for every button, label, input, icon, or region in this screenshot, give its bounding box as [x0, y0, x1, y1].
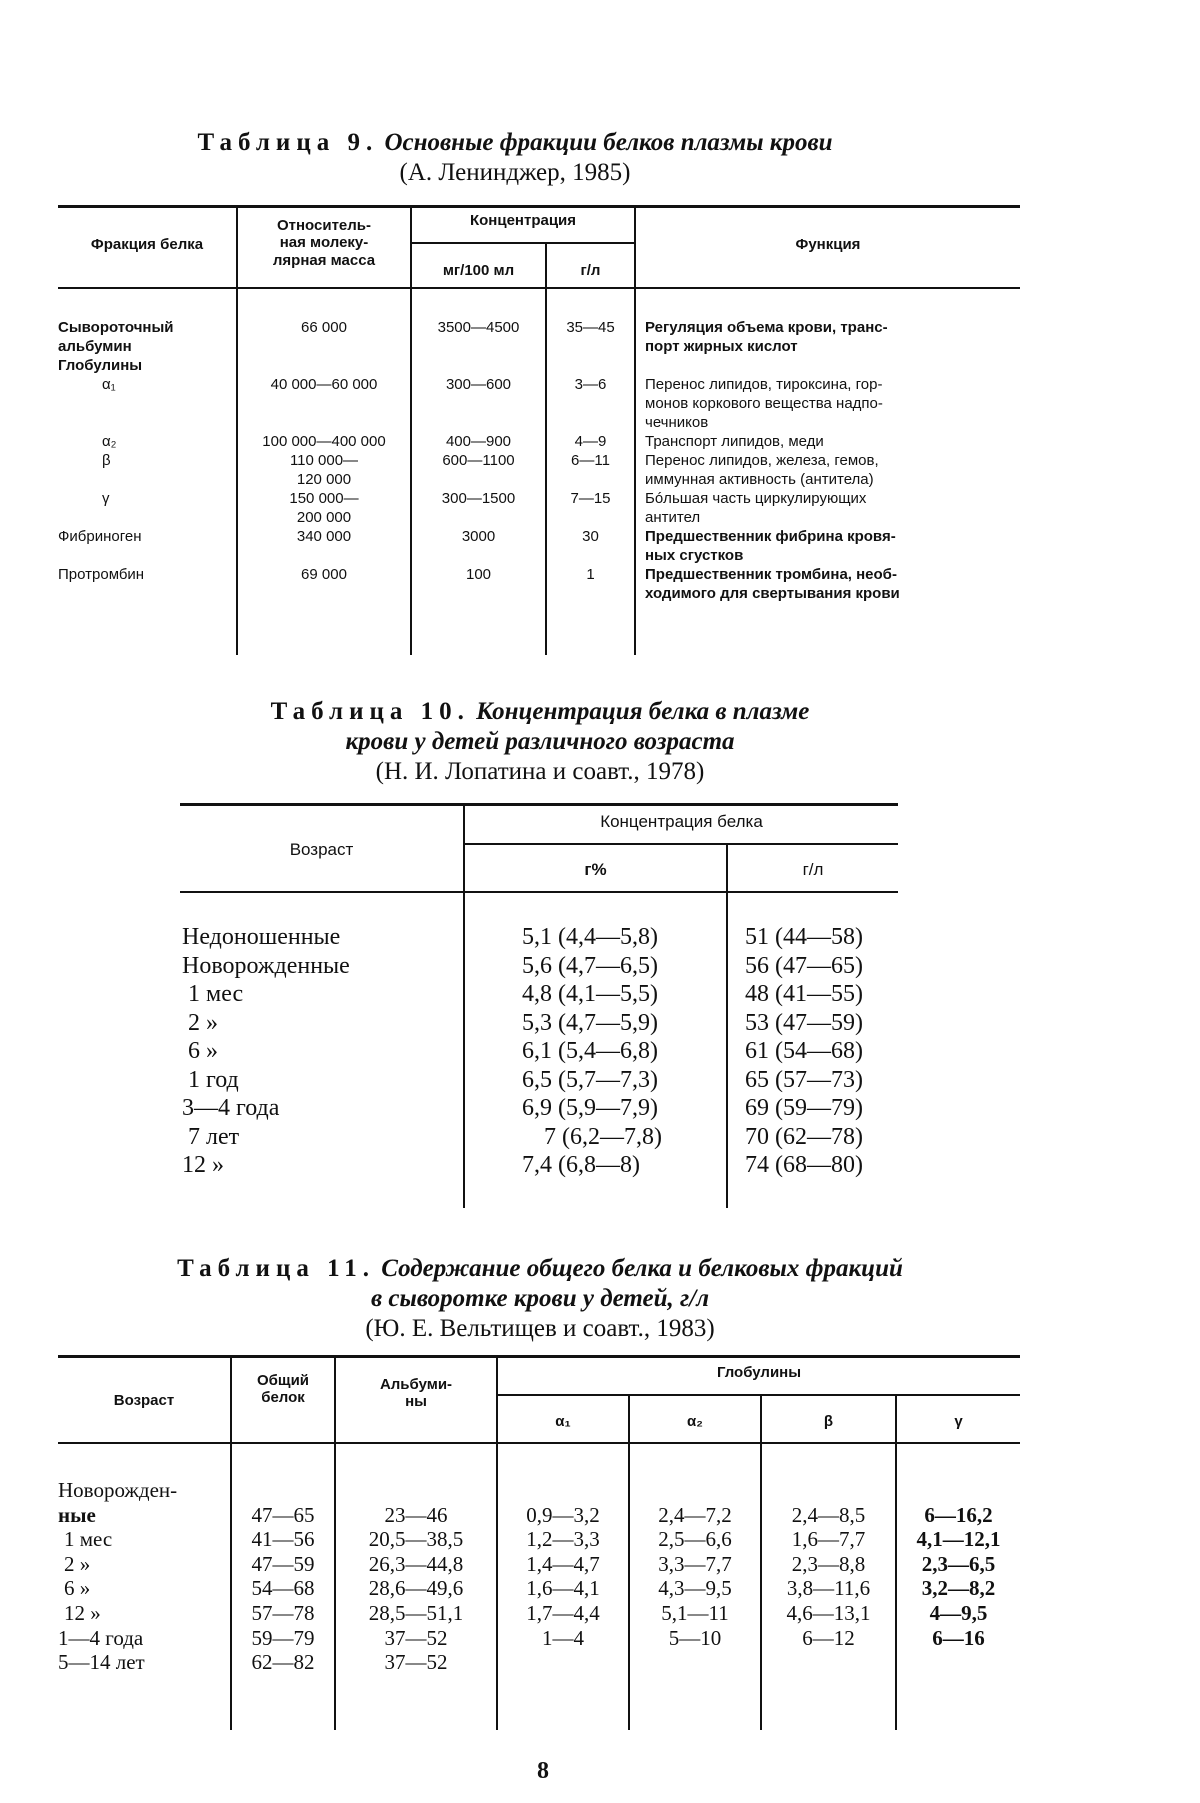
table11-g-column	[897, 1478, 1020, 1675]
table9-mg-line	[412, 394, 545, 413]
table10-gpct-line: 7 (6,2—7,8)	[544, 1123, 662, 1150]
table9-fraction-line: γ	[102, 490, 110, 507]
table10-gl-column	[745, 923, 898, 1180]
table11-header-total: Общий белок	[256, 1372, 310, 1407]
table11-caption-title: Содержание общего белка и белковых фракций	[381, 1255, 903, 1282]
table9-function-line: Перенос липидов, железа, гемов,	[645, 452, 879, 469]
table9-gl-line	[547, 356, 634, 375]
table9-vline	[634, 207, 636, 655]
table9-function-column	[645, 318, 1023, 603]
table11-a2-line: 5,1—11	[661, 1600, 729, 1625]
table11-caption-title: в сыворотке крови у детей, г/л	[370, 1285, 710, 1312]
table9-fraction-line: α₁	[102, 376, 116, 393]
table9-fraction-line: Сывороточный	[58, 319, 174, 336]
table11-g-line: 3,2—8,2	[921, 1576, 996, 1601]
table11-a1-line: 1,4—4,7	[526, 1551, 600, 1576]
table10-caption	[170, 697, 910, 787]
table11-albumin-line: 37—52	[384, 1650, 448, 1675]
table10-age-line: Недоношенные	[182, 924, 341, 950]
table10-caption-title: Концентрация белка в плазме	[476, 698, 810, 725]
table9-function-line: Регуляция объема крови, транс-	[645, 319, 888, 336]
table11-albumin-line: 23—46	[384, 1502, 448, 1527]
table10-gl-line: 51 (44—58)	[745, 924, 863, 950]
table10-gpct-line: 6,9 (5,9—7,9)	[522, 1095, 658, 1121]
table10-header-gl: г/л	[802, 860, 824, 879]
table10-vline	[726, 845, 728, 1208]
table9-mass-line	[238, 356, 410, 375]
table11-albumin-line: 26,3—44,8	[368, 1551, 464, 1576]
table9-function-line: Перенос липидов, тироксина, гор-	[645, 376, 883, 393]
table10-gl-line: 74 (68—80)	[745, 1152, 863, 1178]
table9-mg-line	[412, 470, 545, 489]
table11-total-line: 41—56	[251, 1527, 315, 1552]
table11-age-line: Новорожден-	[58, 1478, 178, 1502]
table9-gl-line	[547, 546, 634, 565]
table9-gl-line	[547, 394, 634, 413]
table11-a1-line	[498, 1478, 628, 1503]
table11-b-line: 6—12	[802, 1625, 855, 1650]
table11-a1-line: 1,6—4,1	[526, 1576, 600, 1601]
table11-caption-source: (Ю. Е. Вельтищев и соавт., 1983)	[365, 1315, 715, 1342]
table9-mass-line	[238, 394, 410, 413]
table11-b-line: 2,3—8,8	[791, 1551, 866, 1576]
table10-age-line: 3—4 года	[182, 1095, 280, 1121]
table9-mass-line: 110 000—	[289, 452, 359, 469]
table9-mass-line: 69 000	[301, 566, 347, 583]
table9-function-line: Транспорт липидов, меди	[645, 433, 824, 450]
table11-total-line: 62—82	[251, 1650, 315, 1675]
table11-albumin-column	[336, 1478, 496, 1675]
table11-b-line: 4,6—13,1	[786, 1600, 871, 1625]
table11-albumin-line	[336, 1478, 496, 1503]
table11-albumin-line: 20,5—38,5	[368, 1527, 464, 1552]
table9-gl-line: 6—11	[571, 452, 610, 469]
table9-gl-line: 3—6	[574, 376, 607, 393]
table9-header-mg100: мг/100 мл	[442, 262, 515, 279]
table9-gl-line	[547, 413, 634, 432]
table11-header-rule	[58, 1442, 1020, 1444]
table9-gl-line: 7—15	[570, 490, 611, 507]
table11-b-line	[762, 1650, 895, 1675]
table10-age-line: 2 »	[188, 1009, 218, 1036]
table9-function-line	[645, 356, 1023, 375]
table9-function-line: монов коркового вещества надпо-	[645, 395, 883, 412]
table9-mg-line	[412, 508, 545, 527]
table11-header-g: γ	[954, 1413, 963, 1430]
table9-fraction-line	[58, 508, 234, 527]
table9-mass-line	[238, 546, 410, 565]
table9-mass-line: 340 000	[296, 528, 352, 545]
table9-mass-line: 200 000	[296, 509, 352, 526]
table11-a2-line: 4,3—9,5	[658, 1576, 732, 1601]
table9-gl-line: 1	[586, 566, 595, 583]
table11-caption-word: Таблица 11.	[177, 1255, 375, 1282]
table10-gpct-line: 5,6 (4,7—6,5)	[522, 952, 658, 979]
table10-caption-title: крови у детей различного возраста	[345, 728, 735, 755]
table9-mg-line	[412, 337, 545, 356]
table11-age-line: 1 мес	[64, 1527, 113, 1552]
table10-gl-line: 61 (54—68)	[745, 1038, 863, 1064]
table9-header-function: Функция	[795, 236, 861, 253]
table9-mg-line	[412, 546, 545, 565]
table10-concentration-rule	[465, 843, 898, 845]
table11-header-age: Возраст	[113, 1392, 175, 1409]
table10-age-line: 1 год	[188, 1066, 239, 1093]
table9-function-line: ных сгустков	[645, 547, 744, 564]
table11-g-line: 6—16,2	[924, 1502, 993, 1527]
table9-mass-line	[238, 413, 410, 432]
table9-fraction-line	[58, 470, 234, 489]
table10-gpct-line: 7,4 (6,8—8)	[522, 1152, 640, 1178]
table9-mg-line: 300—1500	[441, 490, 516, 507]
table9-fraction-line: Глобулины	[58, 357, 143, 374]
table9-function-line: Предшественник фибрина кровя-	[645, 528, 896, 545]
table9-mg-line: 100	[465, 566, 492, 583]
table11-age-line: 2 »	[64, 1551, 91, 1576]
table9-mg-line: 3500—4500	[437, 319, 520, 336]
table9-header-gl: г/л	[580, 262, 601, 279]
table9-mg-line: 3000	[461, 528, 496, 545]
table9-mg-line: 600—1100	[442, 452, 515, 469]
table11-header-a1: α₁	[555, 1413, 571, 1430]
table10-top-rule	[180, 803, 898, 806]
table10-gpct-line: 5,3 (4,7—5,9)	[522, 1009, 658, 1036]
table11-a2-line: 5—10	[668, 1625, 722, 1650]
table11-age-line: ные	[58, 1502, 96, 1527]
table11-albumin-line: 28,5—51,1	[368, 1600, 464, 1625]
table9-mg-line	[412, 413, 545, 432]
table11-header-globulins: Глобулины	[716, 1364, 802, 1381]
table11-g-line: 6—16	[932, 1625, 985, 1650]
table11-total-line	[232, 1478, 334, 1503]
table10-age-line: 12 »	[182, 1152, 224, 1178]
table11-total-line: 47—65	[251, 1502, 315, 1527]
table10-age-line: 6 »	[188, 1038, 218, 1064]
table11-total-line: 59—79	[251, 1625, 315, 1650]
table11-a2-line: 2,5—6,6	[658, 1527, 732, 1552]
table9-mg-line	[412, 356, 545, 375]
table10-gl-line: 48 (41—55)	[745, 981, 863, 1007]
table11-b-line: 3,8—11,6	[786, 1576, 871, 1601]
table11-age-line: 5—14 лет	[58, 1650, 145, 1675]
table10-header-rule	[180, 891, 898, 893]
table11-a1-line	[498, 1650, 628, 1675]
table9-mass-line	[238, 337, 410, 356]
table9-function-line: ходимого для свертывания крови	[645, 585, 900, 602]
table11-a1-column	[498, 1478, 628, 1675]
table9-function-line: иммунная активность (антитела)	[645, 471, 874, 488]
table9-function-line: Бóльшая часть циркулирующих	[645, 490, 867, 507]
table11-total-column	[232, 1478, 334, 1675]
table9-fraction-line	[58, 413, 234, 432]
table11-a1-line: 1,7—4,4	[526, 1600, 600, 1625]
table9-header-fraction: Фракция белка	[90, 236, 204, 253]
table9-mass-line: 100 000—400 000	[262, 433, 386, 450]
table9-gl-line	[547, 470, 634, 489]
table9-gl-line: 35—45	[566, 319, 615, 336]
table9-fraction-line	[58, 394, 234, 413]
table9-header-concentration: Концентрация	[469, 212, 577, 229]
table9-mass-line: 66 000	[301, 319, 347, 336]
table11-a2-line: 2,4—7,2	[658, 1502, 732, 1527]
table9-mg-column	[412, 318, 545, 584]
table9-gl-line: 4—9	[574, 433, 607, 450]
table10-header-gpct: г%	[584, 860, 607, 879]
table9-fraction-line	[58, 546, 234, 565]
table9-gl-line	[547, 508, 634, 527]
table9-gl-column	[547, 318, 634, 584]
table9-fraction-line: Протромбин	[58, 566, 145, 583]
table11-age-column	[58, 1478, 230, 1675]
table11-header-albumin: Альбуми- ны	[379, 1376, 453, 1411]
table10-gl-line: 65 (57—73)	[745, 1066, 863, 1093]
table10-age-column	[182, 923, 462, 1180]
table11-b-column	[762, 1478, 895, 1675]
table10-age-line: 7 лет	[188, 1123, 240, 1150]
table9-concentration-rule	[412, 242, 635, 244]
table11-b-line	[762, 1478, 895, 1503]
table11-a2-line	[630, 1478, 760, 1503]
table11-a1-line: 1,2—3,3	[526, 1527, 600, 1552]
table10-age-line: Новорожденные	[182, 952, 350, 979]
table10-gl-line: 56 (47—65)	[745, 952, 863, 979]
table10-caption-word: Таблица 10.	[270, 698, 470, 725]
table11-g-line: 4—9,5	[929, 1600, 988, 1625]
table10-gl-line: 70 (62—78)	[745, 1123, 863, 1150]
table10-header-age: Возраст	[289, 840, 354, 859]
table9-mass-line: 120 000	[296, 471, 352, 488]
table9-caption-title: Основные фракции белков плазмы крови	[384, 129, 833, 156]
table10-caption-source: (Н. И. Лопатина и соавт., 1978)	[375, 758, 705, 785]
table9-fraction-line: α₂	[102, 433, 117, 450]
table11-g-line	[897, 1478, 1020, 1503]
table10-gpct-line: 6,5 (5,7—7,3)	[522, 1066, 658, 1093]
table11-age-line: 12 »	[64, 1600, 101, 1625]
table9-mass-column	[238, 318, 410, 584]
table9-caption	[100, 128, 930, 188]
table11-header-b: β	[823, 1413, 834, 1430]
table11-g-line: 4,1—12,1	[916, 1527, 1001, 1552]
table9-function-line: Предшественник тромбина, необ-	[645, 566, 897, 583]
table9-function-line: чечников	[645, 414, 709, 431]
table11-b-line: 1,6—7,7	[791, 1527, 866, 1552]
table11-a2-line: 3,3—7,7	[658, 1551, 732, 1576]
table10-gl-line: 53 (47—59)	[745, 1009, 863, 1036]
table9-caption-word: Таблица 9.	[197, 129, 379, 156]
table11-total-line: 47—59	[251, 1551, 315, 1576]
table11-albumin-line: 28,6—49,6	[368, 1576, 464, 1601]
table9-function-line: антител	[645, 509, 701, 526]
table9-caption-source: (А. Ленинджер, 1985)	[399, 159, 631, 186]
table11-age-line: 6 »	[64, 1576, 91, 1601]
table11-a2-column	[630, 1478, 760, 1675]
table11-a2-line	[630, 1650, 760, 1675]
table11-a1-line: 0,9—3,2	[526, 1502, 600, 1527]
table11-top-rule	[58, 1355, 1020, 1358]
table10-gl-line: 69 (59—79)	[745, 1095, 863, 1121]
table9-top-rule	[58, 205, 1020, 208]
table10-gpct-line: 6,1 (5,4—6,8)	[522, 1038, 658, 1064]
table10-age-line: 1 мес	[188, 981, 244, 1007]
table9-gl-line	[547, 337, 634, 356]
table11-total-line: 57—78	[251, 1600, 315, 1625]
table11-g-line: 2,3—6,5	[921, 1551, 996, 1576]
table11-a1-line: 1—4	[542, 1625, 584, 1650]
table9-mass-line: 150 000—	[289, 490, 359, 507]
table9-header-rule	[58, 287, 1020, 289]
table9-mass-line: 40 000—60 000	[270, 376, 378, 393]
table9-fraction-line: β	[102, 452, 111, 469]
table9-fraction-column	[58, 318, 234, 584]
table10-gpct-line: 4,8 (4,1—5,5)	[522, 981, 658, 1007]
table9-mg-line: 400—900	[445, 433, 512, 450]
table9-fraction-line: альбумин	[58, 338, 132, 355]
table9-gl-line: 30	[582, 528, 599, 545]
table11-g-line	[897, 1650, 1020, 1675]
table11-b-line: 2,4—8,5	[791, 1502, 866, 1527]
table9-function-line: порт жирных кислот	[645, 338, 798, 355]
table11-albumin-line: 37—52	[384, 1625, 448, 1650]
table11-age-line: 1—4 года	[58, 1625, 144, 1650]
table10-header-concentration: Концентрация белка	[600, 812, 763, 831]
page-number: 8	[537, 1758, 549, 1784]
table11-caption	[90, 1254, 990, 1344]
table10-gpct-line: 5,1 (4,4—5,8)	[522, 924, 658, 950]
table11-globulins-rule	[498, 1394, 1020, 1396]
table9-header-mass: Относитель- ная молеку- лярная масса	[272, 217, 376, 269]
table9-mg-line: 300—600	[445, 376, 512, 393]
table9-fraction-line: Фибриноген	[58, 528, 142, 545]
table11-total-line: 54—68	[251, 1576, 315, 1601]
table10-gpct-column	[522, 923, 726, 1180]
table11-header-a2: α₂	[687, 1413, 703, 1430]
